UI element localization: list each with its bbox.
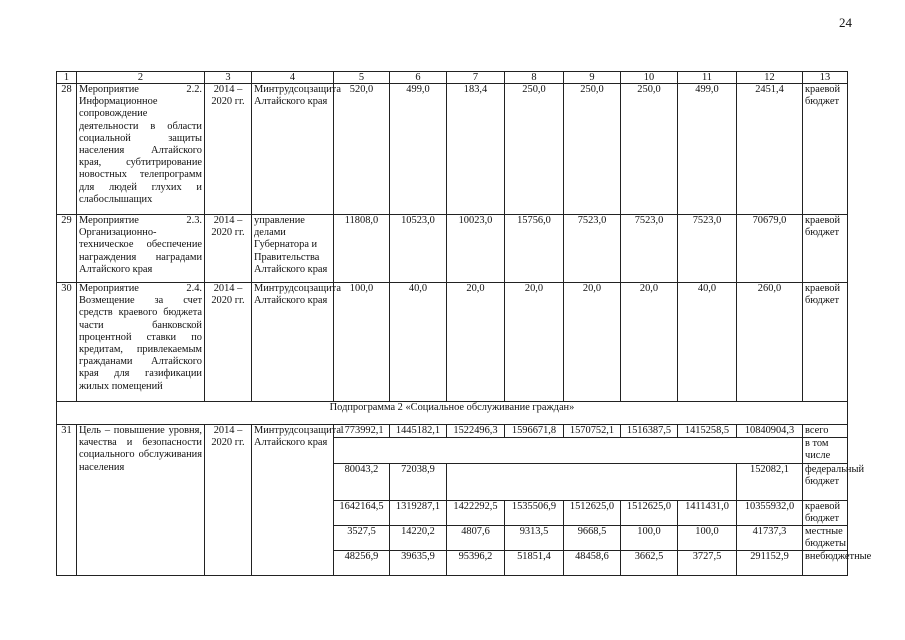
value-cell: 1422292,5: [447, 500, 505, 525]
value-cell: 100,0: [334, 283, 390, 402]
value-cell: 10523,0: [390, 215, 447, 283]
funding-source: всего: [803, 425, 848, 438]
value-cell: 1570752,1: [564, 425, 621, 438]
value-cell: 39635,9: [390, 551, 447, 576]
column-number: 13: [803, 72, 848, 84]
period-cell: 2014 – 2020 гг.: [205, 215, 252, 283]
column-number: 5: [334, 72, 390, 84]
value-cell: 250,0: [564, 84, 621, 215]
row-number: 29: [57, 215, 77, 283]
row-number: 31: [57, 425, 77, 576]
measure-name: Мероприятие 2.3. Организационно-техническое обеспечение награждения наградами Алтайского края: [77, 215, 205, 283]
value-cell: 499,0: [390, 84, 447, 215]
value-cell: 1411431,0: [678, 500, 737, 525]
row-number: 28: [57, 84, 77, 215]
goal-name: Цель – повышение уровня, качества и безопасности социального обслуживания населения: [77, 425, 205, 576]
budget-table: [56, 71, 872, 576]
value-cell: 51851,4: [505, 551, 564, 576]
value-cell: 72038,9: [390, 463, 447, 500]
value-cell: 100,0: [621, 526, 678, 551]
value-span-empty: [334, 438, 803, 463]
column-number: 2: [77, 72, 205, 84]
page-number: 24: [839, 15, 852, 30]
value-cell: 15756,0: [505, 215, 564, 283]
value-cell: 20,0: [621, 283, 678, 402]
executor-cell: Минтрудсоцзащита Алтайского края: [252, 84, 334, 215]
value-cell: 40,0: [390, 283, 447, 402]
value-cell: 1522496,3: [447, 425, 505, 438]
table-row: [57, 283, 848, 402]
value-cell: 3527,5: [334, 526, 390, 551]
executor-cell: Минтрудсоцзащита Алтайского края: [252, 425, 334, 576]
table-row: [57, 215, 848, 283]
value-cell: 95396,2: [447, 551, 505, 576]
value-cell: 3727,5: [678, 551, 737, 576]
value-cell: 7523,0: [678, 215, 737, 283]
value-cell: 1512625,0: [564, 500, 621, 525]
value-cell: 7523,0: [564, 215, 621, 283]
total-cell: 10355932,0: [737, 500, 803, 525]
column-number: 4: [252, 72, 334, 84]
funding-source: краевой бюджет: [803, 215, 848, 283]
value-cell: 1773992,1: [334, 425, 390, 438]
period-cell: 2014 – 2020 гг.: [205, 283, 252, 402]
table-row: [57, 425, 848, 438]
measure-name: Мероприятие 2.4. Возмещение за счет средств краевого бюджета части банковской процентной ставки по кредитам, привлекаемым гражданами Алтайского края для газификации жилых помещений: [77, 283, 205, 402]
value-cell: 48256,9: [334, 551, 390, 576]
value-cell: 1319287,1: [390, 500, 447, 525]
value-cell: 100,0: [678, 526, 737, 551]
value-cell: 183,4: [447, 84, 505, 215]
value-cell: 3662,5: [621, 551, 678, 576]
value-cell: 11808,0: [334, 215, 390, 283]
column-number: 7: [447, 72, 505, 84]
value-span-empty: [447, 463, 737, 500]
value-cell: 1415258,5: [678, 425, 737, 438]
subprogram-title: Подпрограмма 2 «Социальное обслуживание граждан»: [57, 402, 848, 425]
funding-source: федеральный бюджет: [803, 463, 848, 500]
row-number: 30: [57, 283, 77, 402]
value-cell: 1535506,9: [505, 500, 564, 525]
value-cell: 1642164,5: [334, 500, 390, 525]
value-cell: 9313,5: [505, 526, 564, 551]
funding-source: в том числе: [803, 438, 848, 463]
table-row: [57, 84, 848, 215]
subprogram-row: [57, 402, 848, 425]
value-cell: 4807,6: [447, 526, 505, 551]
column-number-row: [57, 72, 848, 84]
column-number: 12: [737, 72, 803, 84]
column-number: 9: [564, 72, 621, 84]
column-number: 3: [205, 72, 252, 84]
executor-cell: управление делами Губернатора и Правительства Алтайского края: [252, 215, 334, 283]
measure-name: Мероприятие 2.2. Информационное сопровождение деятельности в области социальной защиты населения Алтайского края, субтитрирование новостных телепрограмм для людей глухих и слабослышащих: [77, 84, 205, 215]
value-cell: 7523,0: [621, 215, 678, 283]
total-cell: 152082,1: [737, 463, 803, 500]
value-cell: 520,0: [334, 84, 390, 215]
value-cell: 9668,5: [564, 526, 621, 551]
value-cell: 20,0: [505, 283, 564, 402]
value-cell: 20,0: [447, 283, 505, 402]
total-cell: 10840904,3: [737, 425, 803, 438]
column-number: 6: [390, 72, 447, 84]
value-cell: 48458,6: [564, 551, 621, 576]
value-cell: 10023,0: [447, 215, 505, 283]
column-number: 8: [505, 72, 564, 84]
value-cell: 1516387,5: [621, 425, 678, 438]
executor-cell: Минтрудсоцзащита Алтайского края: [252, 283, 334, 402]
total-cell: 2451,4: [737, 84, 803, 215]
value-cell: 1445182,1: [390, 425, 447, 438]
column-number: 10: [621, 72, 678, 84]
funding-source: краевой бюджет: [803, 500, 848, 525]
value-cell: 14220,2: [390, 526, 447, 551]
total-cell: 260,0: [737, 283, 803, 402]
value-cell: 250,0: [505, 84, 564, 215]
value-cell: 250,0: [621, 84, 678, 215]
total-cell: 291152,9: [737, 551, 803, 576]
value-cell: 20,0: [564, 283, 621, 402]
column-number: 11: [678, 72, 737, 84]
funding-source: внебюджетные: [803, 551, 848, 576]
period-cell: 2014 – 2020 гг.: [205, 425, 252, 576]
column-number: 1: [57, 72, 77, 84]
period-cell: 2014 – 2020 гг.: [205, 84, 252, 215]
funding-source: местные бюджеты: [803, 526, 848, 551]
total-cell: 70679,0: [737, 215, 803, 283]
funding-source: краевой бюджет: [803, 84, 848, 215]
value-cell: 1512625,0: [621, 500, 678, 525]
value-cell: 1596671,8: [505, 425, 564, 438]
value-cell: 80043,2: [334, 463, 390, 500]
value-cell: 499,0: [678, 84, 737, 215]
value-cell: 40,0: [678, 283, 737, 402]
total-cell: 41737,3: [737, 526, 803, 551]
funding-source: краевой бюджет: [803, 283, 848, 402]
